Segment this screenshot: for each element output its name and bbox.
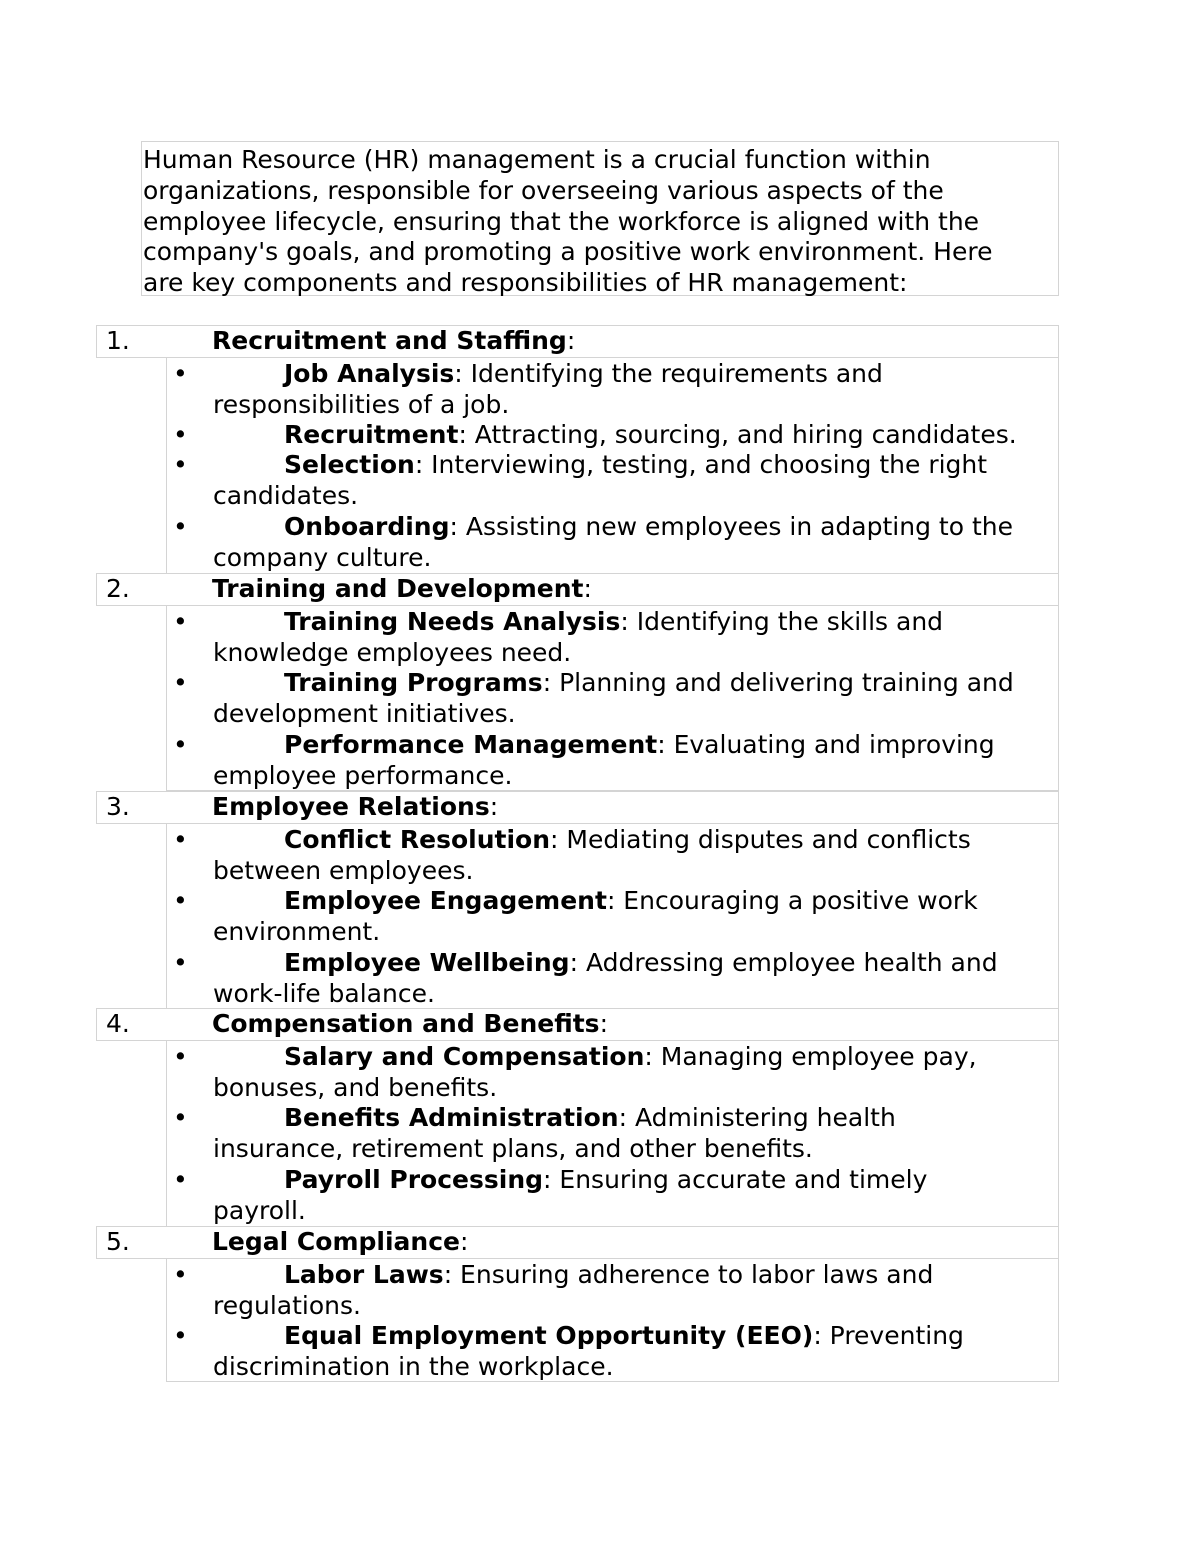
item-desc: : Addressing employee health and [569, 948, 998, 977]
section-title-text: Compensation and Benefits [212, 1009, 600, 1038]
item-line [284, 886, 978, 917]
item-line [284, 948, 998, 979]
item-desc-continued: work-life balance. [213, 978, 435, 1008]
section-title-suffix: : [583, 574, 592, 603]
bullet-glyph: • [173, 1103, 188, 1132]
item-desc: : Encouraging a positive work [606, 886, 978, 915]
section-title [212, 1009, 608, 1039]
intro-paragraph [141, 141, 1059, 296]
item-desc: : Identifying the skills and [620, 607, 944, 636]
section-number: 1. [106, 326, 130, 355]
section-heading-recruitment [96, 325, 1059, 358]
item-desc-continued: development initiatives. [213, 698, 516, 728]
section-title [212, 574, 592, 604]
item-desc-continued: employee performance. [213, 760, 513, 790]
section-title-suffix: : [599, 1009, 608, 1038]
item-line [284, 512, 1013, 543]
item-term: Benefits Administration [284, 1103, 619, 1132]
item-desc-continued: insurance, retirement plans, and other benefits. [213, 1133, 813, 1163]
item-term: Salary and Compensation [284, 1042, 645, 1071]
section-list-recruitment [166, 358, 1059, 574]
item-line [284, 359, 883, 390]
item-desc-continued: responsibilities of a job. [213, 389, 510, 419]
item-term: Recruitment [284, 420, 459, 449]
section-title-text: Training and Development [212, 574, 584, 603]
item-line [284, 1321, 964, 1352]
item-term: Onboarding [284, 512, 450, 541]
item-desc-continued: between employees. [213, 855, 474, 885]
item-line [284, 420, 1017, 451]
item-line [284, 1260, 933, 1291]
item-desc: : Preventing [813, 1321, 964, 1350]
bullet-glyph: • [173, 607, 188, 636]
item-desc: : Administering health [618, 1103, 896, 1132]
bullet-glyph: • [173, 948, 188, 977]
bullet-glyph: • [173, 1165, 188, 1194]
bullet-glyph: • [173, 1260, 188, 1289]
item-term: Training Programs [284, 668, 543, 697]
item-desc-continued: environment. [213, 916, 381, 946]
item-line [284, 1103, 896, 1134]
item-term: Performance Management [284, 730, 658, 759]
bullet-glyph: • [173, 825, 188, 854]
item-line [284, 1042, 977, 1073]
section-title-text: Recruitment and Staffing [212, 326, 567, 355]
bullet-glyph: • [173, 1042, 188, 1071]
section-list-compensation [166, 1041, 1059, 1227]
item-desc-continued: knowledge employees need. [213, 637, 572, 667]
bullet-glyph: • [173, 420, 188, 449]
item-term: Equal Employment Opportunity (EEO) [284, 1321, 814, 1350]
bullet-glyph: • [173, 359, 188, 388]
section-title [212, 326, 575, 356]
item-desc-continued: discrimination in the workplace. [213, 1351, 614, 1381]
section-list-training [166, 606, 1059, 791]
intro-line: are key components and responsibilities of HR management: [143, 268, 908, 298]
item-term: Conflict Resolution [284, 825, 551, 854]
section-title-suffix: : [566, 326, 576, 355]
intro-line: Human Resource (HR) management is a crucial function within [143, 145, 931, 174]
section-heading-training [96, 573, 1059, 606]
bullet-glyph: • [173, 1321, 188, 1350]
item-desc: : Mediating disputes and conflicts [550, 825, 971, 854]
item-line [284, 607, 943, 638]
item-term: Training Needs Analysis [284, 607, 621, 636]
intro-line: organizations, responsible for overseeing various aspects of the [143, 175, 944, 205]
item-desc: : Managing employee pay, [644, 1042, 977, 1071]
intro-line: company's goals, and promoting a positive work environment. Here [143, 237, 993, 267]
section-title-suffix: : [489, 792, 499, 821]
section-title-text: Legal Compliance [212, 1227, 460, 1256]
bullet-glyph: • [173, 886, 188, 915]
item-desc-continued: bonuses, and benefits. [213, 1072, 498, 1102]
section-number: 4. [106, 1009, 130, 1038]
section-list-legal [166, 1259, 1059, 1382]
item-line [284, 668, 1014, 699]
item-desc: : Assisting new employees in adapting to the [449, 512, 1013, 541]
item-line [284, 825, 971, 856]
item-desc-continued: company culture. [213, 542, 432, 572]
item-desc: : Ensuring accurate and timely [543, 1165, 928, 1194]
intro-line: employee lifecycle, ensuring that the workforce is aligned with the [143, 206, 980, 236]
section-number: 3. [106, 792, 130, 821]
item-desc: : Attracting, sourcing, and hiring candidates. [458, 420, 1017, 449]
item-term: Labor Laws [284, 1260, 444, 1289]
section-heading-compensation [96, 1008, 1059, 1041]
item-term: Payroll Processing [284, 1165, 544, 1194]
bullet-glyph: • [173, 450, 188, 479]
item-term: Selection [284, 450, 415, 479]
item-line [284, 730, 995, 761]
item-term: Employee Wellbeing [284, 948, 570, 977]
item-desc: : Evaluating and improving [657, 730, 995, 759]
item-line [284, 450, 987, 481]
item-term: Employee Engagement [284, 886, 607, 915]
bullet-glyph: • [173, 730, 188, 759]
item-term: Job Analysis [284, 359, 455, 388]
item-desc: : Interviewing, testing, and choosing the right [414, 450, 988, 479]
item-desc: : Identifying the requirements and [454, 359, 883, 388]
section-list-employee-relations [166, 824, 1059, 1009]
section-heading-legal [96, 1226, 1059, 1259]
item-line [284, 1165, 927, 1196]
item-desc-continued: regulations. [213, 1290, 361, 1320]
section-number: 5. [106, 1227, 130, 1256]
section-title [212, 792, 498, 822]
section-title [212, 1227, 468, 1257]
bullet-glyph: • [173, 512, 188, 541]
section-number: 2. [106, 574, 130, 603]
section-title-suffix: : [459, 1227, 469, 1256]
item-desc: : Planning and delivering training and [542, 668, 1014, 697]
section-title-text: Employee Relations [212, 792, 490, 821]
item-desc-continued: candidates. [213, 480, 359, 510]
section-heading-employee-relations [96, 791, 1059, 824]
item-desc: : Ensuring adherence to labor laws and [443, 1260, 934, 1289]
bullet-glyph: • [173, 668, 188, 697]
item-desc-continued: payroll. [213, 1195, 306, 1225]
